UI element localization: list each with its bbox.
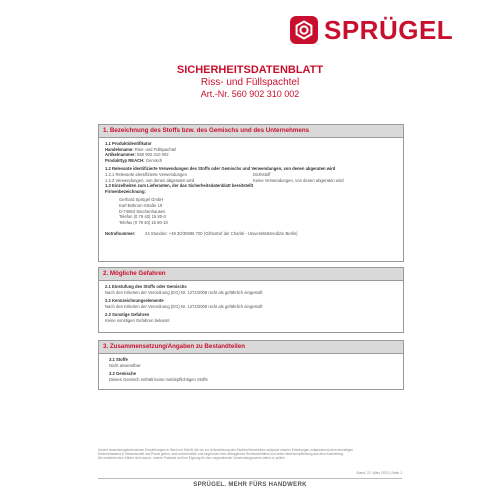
section-2-heading: 2. Mögliche Gefahren bbox=[99, 268, 403, 281]
footer-divider bbox=[98, 478, 402, 479]
nut-icon bbox=[290, 16, 318, 44]
subsection-1-2-1-value: Dichtstoff bbox=[253, 171, 271, 177]
artikelnummer-label: Artikelnummer: bbox=[105, 152, 136, 158]
disclaimer-line: Erkenntnisstand in Wissenschaft und Praxis geben, sind unverbindlich und begründen kein vertragliches Rechtsverhältnis und keine Nebenverpflichtung aus dem Kaufvertrag. bbox=[98, 452, 344, 457]
address-line: Telefon (0 79 40) 15 80-0 bbox=[119, 214, 166, 220]
firma-label: Firmenbezeichnung: bbox=[105, 188, 146, 194]
subsection-2-1: 2.1 Einstufung des Stoffs oder Gemischs bbox=[105, 284, 187, 289]
subsection-1-2-2-value: Keine Verwendungen, von denen abgeraten wird bbox=[253, 177, 344, 183]
subsection-1-2-1: 1.2.1 Relevante identifizierte Verwendungen bbox=[105, 171, 187, 177]
document-title-block bbox=[0, 64, 500, 100]
footer-slogan: SPRÜGEL. MEHR FÜRS HANDWERK bbox=[193, 482, 307, 488]
brand-name: SPRÜGEL bbox=[324, 15, 454, 45]
product-name: Riss- und Füllspachtel bbox=[200, 77, 300, 88]
address-line: Karl-Bührum-Straße 19 bbox=[119, 202, 163, 208]
footer-disclaimer bbox=[98, 448, 402, 460]
subsection-2-3-value: Keine sonstigen Gefahren bekannt bbox=[105, 317, 170, 323]
subsection-2-1-value: Nach den Kriterien der Verordnung (EG) Nr. 1272/2008 nicht als gefährlich eingestuft bbox=[105, 289, 263, 295]
subsection-1-2-2: 1.2.2 Verwendungen, von denen abgeraten wird bbox=[105, 177, 195, 183]
brand-logo bbox=[290, 14, 486, 46]
footer-date: Stand: 22. März 2023 | Seite 1 bbox=[356, 471, 402, 475]
section-1-heading: 1. Bezeichnung des Stoffs bzw. des Gemischs und des Unternehmens bbox=[99, 125, 403, 138]
subsection-3-2-value: Dieses Gemisch enthält keine meldepflichtigen Stoffe bbox=[109, 376, 208, 382]
subsection-3-2: 3.2 Gemische bbox=[109, 371, 137, 377]
notruf-value: 24 Stunden: +49 30/30686 700 (Giftnotruf der Charité - Universitätsmedizin Berlin) bbox=[145, 231, 298, 237]
disclaimer-line: Unsere anwendungstechnischen Empfehlungen in Wort und Schrift, die wir zur Unterstützung des Käufers/Verarbeiters aufgrund unserer Erfahrungen entsprechend dem derzeitigen bbox=[98, 448, 354, 452]
address-line: D-74653 Stuchenhausen bbox=[119, 208, 166, 214]
disclaimer-line: Sie entbinden den Käufer nicht davon, unsere Produkte auf ihre Eignung für den vorgesehenen Verwendungszweck selbst zu prüfen. bbox=[98, 456, 286, 461]
handelsname-value: Riss- und Füllspachtel bbox=[134, 146, 176, 152]
address-line: Telefax (0 79 40) 15 80-10 bbox=[119, 219, 168, 225]
document-title: SICHERHEITSDATENBLATT bbox=[176, 64, 324, 76]
produkttyp-label: Produkttyp REACH: bbox=[105, 157, 145, 163]
supplier-address bbox=[105, 197, 397, 225]
handelsname-label: Handelsname: bbox=[105, 146, 134, 152]
article-number: Art.-Nr. 560 902 310 002 bbox=[200, 89, 300, 99]
section-3 bbox=[98, 340, 404, 390]
section-2 bbox=[98, 267, 404, 333]
subsection-1-3: 1.3 Einzelheiten zum Lieferanten, der das Sicherheitsdatenblatt bereitstellt bbox=[105, 183, 253, 189]
subsection-1-2: 1.2 Relevante identifizierte Verwendungen des Stoffs oder Gemischs und Verwendungen, von denen abgeraten wird bbox=[105, 166, 336, 172]
notruf-label: Notrufnummer: bbox=[105, 231, 136, 237]
subsection-3-1: 3.1 Stoffe bbox=[109, 357, 128, 362]
subsection-2-3: 2.3 Sonstige Gefahren bbox=[105, 312, 150, 318]
subsection-2-2: 2.2 Kennzeichnungselemente bbox=[105, 298, 164, 304]
subsection-1-1: 1.1 Produktidentifikator bbox=[105, 141, 152, 146]
subsection-3-1-value: Nicht anwendbar bbox=[109, 362, 141, 368]
section-1 bbox=[98, 124, 404, 262]
section-3-heading: 3. Zusammensetzung/Angaben zu Bestandteilen bbox=[99, 341, 403, 354]
address-line: Gerhard Sprügel GmbH bbox=[119, 197, 164, 203]
artikelnummer-value: 560 902 310 002 bbox=[137, 152, 169, 158]
subsection-2-2-value: Nach den Kriterien der Verordnung (EG) Nr. 1272/2008 nicht als gefährlich eingestuft bbox=[105, 303, 263, 309]
produkttyp-value: Gemisch bbox=[145, 157, 163, 163]
